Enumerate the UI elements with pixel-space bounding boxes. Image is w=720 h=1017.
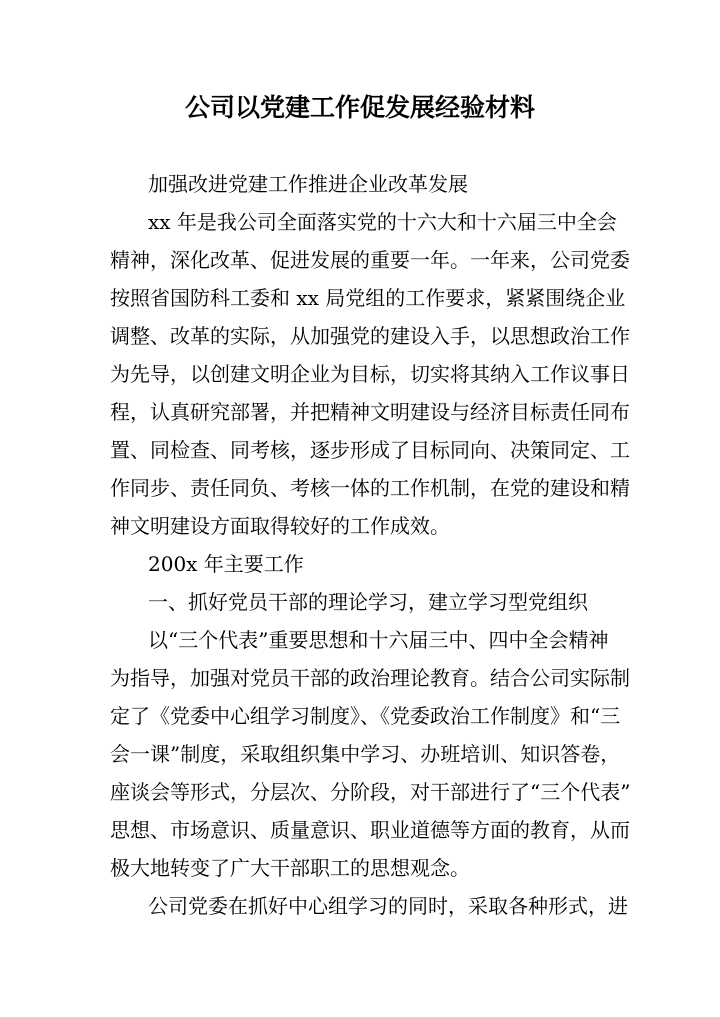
paragraph-line: 程，认真研究部署，并把精神文明建设与经济目标责任同布 (110, 400, 630, 424)
document-title: 公司以党建工作促发展经验材料 (184, 93, 535, 122)
paragraph-line: 公司党委在抓好中心组学习的同时，采取各种形式，进 (148, 894, 628, 918)
paragraph-line: 按照省国防科工委和 xx 局党组的工作要求，紧紧围绕企业 (110, 286, 626, 310)
paragraph-line: 为先导，以创建文明企业为目标，切实将其纳入工作议事日 (110, 362, 630, 386)
paragraph-line: 作同步、责任同负、考核一体的工作机制，在党的建设和精 (110, 476, 630, 500)
paragraph-line: 会一课”制度，采取组织集中学习、办班培训、知识答卷， (110, 742, 621, 766)
paragraph-line: 神文明建设方面取得较好的工作成效。 (110, 514, 450, 538)
paragraph-line: 精神，深化改革、促进发展的重要一年。一年来，公司党委 (110, 248, 630, 272)
section-heading: 一、抓好党员干部的理论学习，建立学习型党组织 (148, 590, 588, 614)
paragraph-line: xx 年是我公司全面落实党的十六大和十六届三中全会 (148, 210, 617, 234)
paragraph-line: 调整、改革的实际，从加强党的建设入手，以思想政治工作 (110, 324, 630, 348)
section-heading: 200x 年主要工作 (148, 552, 304, 576)
paragraph-line: 座谈会等形式，分层次、分阶段，对干部进行了“三个代表” (110, 780, 631, 804)
section-heading: 加强改进党建工作推进企业改革发展 (148, 172, 468, 196)
paragraph-line: 为指导，加强对党员干部的政治理论教育。结合公司实际制 (110, 666, 630, 690)
paragraph-line: 置、同检查、同考核，逐步形成了目标同向、决策同定、工 (110, 438, 630, 462)
paragraph-line: 极大地转变了广大干部职工的思想观念。 (110, 856, 470, 880)
paragraph-line: 以“三个代表”重要思想和十六届三中、四中全会精神 (148, 628, 609, 652)
paragraph-line: 定了《党委中心组学习制度》、《党委政治工作制度》和“三 (110, 704, 621, 728)
paragraph-line: 思想、市场意识、质量意识、职业道德等方面的教育，从而 (110, 818, 630, 842)
